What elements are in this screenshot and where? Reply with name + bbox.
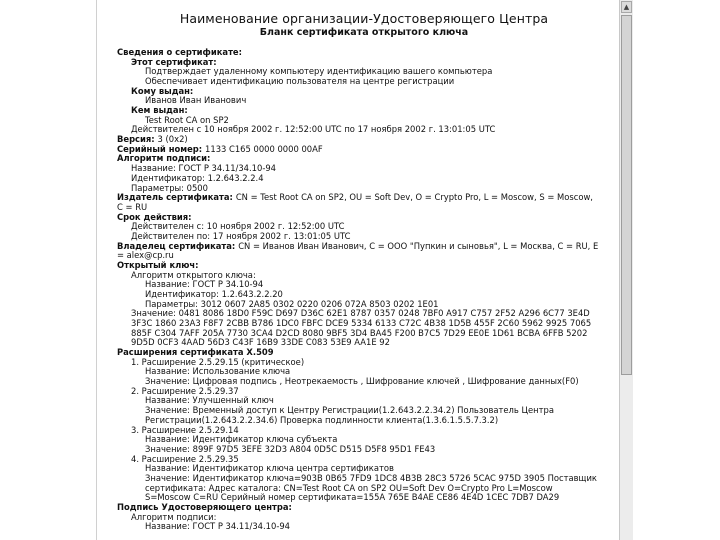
certificate-line [117, 192, 593, 202]
certificate-line [145, 395, 274, 405]
page-subtitle: Бланк сертификата открытого ключа [259, 27, 469, 38]
certificate-line [117, 250, 174, 260]
certificate-line [117, 47, 242, 57]
field-text: Название: ГОСТ Р 34.11/34.10-94 [145, 521, 290, 532]
certificate-line [131, 270, 256, 280]
field-label: Кем выдан: [131, 105, 188, 116]
field-value: CN = Test Root CA on SP2, OU = Soft Dev, O = Crypto Pro, L = Moscow, S = Moscow, [235, 192, 593, 203]
field-text: Значение: Идентификатор ключа=903B 0B65 7FD9 1DC8 4B3B 28C3 5726 5CAC 975D 3905 Поставщик [145, 472, 597, 483]
certificate-line [131, 337, 390, 347]
scroll-thumb[interactable] [621, 15, 632, 375]
field-text: Алгоритм открытого ключа: [131, 269, 256, 280]
certificate-page [111, 0, 617, 540]
field-text: Алгоритм подписи: [131, 511, 217, 522]
field-text: Действителен с: 10 ноября 2002 г. 12:52:00 UTC [131, 221, 345, 232]
field-value: 3 (0x2) [157, 134, 188, 145]
field-text: Идентификатор: 1.2.643.2.2.20 [145, 289, 283, 299]
field-label: Версия: [117, 134, 158, 145]
field-text: сертификата: Адрес каталога: CN=Test Root CA on SP2 OU=Soft Dev O=Crypto Pro L=Moscow [145, 482, 553, 493]
certificate-line [131, 357, 304, 367]
certificate-line [131, 173, 264, 183]
field-text: Параметры: 3012 0607 2A85 0302 0220 0206 072A 8503 0202 1E01 [145, 298, 439, 309]
field-text: Регистрации(1.2.643.2.2.34.6) Проверка подлинности клиента(1.3.6.1.5.5.7.3.2) [145, 414, 499, 425]
field-label: Владелец сертификата: [117, 240, 239, 251]
certificate-line [145, 473, 597, 483]
field-text: Название: Использование ключа [145, 366, 291, 377]
certificate-line [131, 512, 216, 522]
certificate-line [131, 163, 276, 173]
field-label: Открытый ключ: [117, 259, 199, 270]
certificate-line [117, 153, 210, 163]
certificate-line [131, 328, 587, 338]
document-viewer [96, 0, 633, 540]
field-text: Значение: Временный доступ к Центру Регистрации(1.2.643.2.2.34.2) Пользователь Центра [145, 405, 554, 416]
field-text: S=Moscow C=RU Серийный номер сертификата=155A 765E B4AE CE86 4E4D 1CEC 7DB7 DA29 [145, 492, 560, 503]
field-text: Название: ГОСТ Р 34.10-94 [145, 279, 264, 290]
field-text: Название: ГОСТ Р 34.11/34.10-94 [131, 163, 276, 174]
certificate-line [131, 231, 350, 241]
certificate-line [145, 521, 290, 531]
certificate-line [145, 415, 498, 425]
field-label: Подпись Удостоверяющего центра: [117, 501, 292, 512]
field-text: Значение: Цифровая подпись , Неотрекаемость , Шифрование ключей , Шифрование данных(F0) [145, 376, 579, 387]
field-value: CN = Иванов Иван Иванович, C = ООО "Пупкин и сыновья", L = Москва, C = RU, E [238, 240, 599, 251]
field-text: Идентификатор: 1.2.643.2.2.4 [131, 172, 264, 183]
field-value: 1133 C165 0000 0000 00AF [205, 143, 323, 154]
field-text: 1. Расширение 2.5.29.15 (критическое) [131, 356, 305, 367]
certificate-line [145, 492, 559, 502]
field-text: C = RU [117, 201, 148, 212]
certificate-line [145, 95, 246, 105]
certificate-line [117, 144, 323, 154]
certificate-line [131, 57, 217, 67]
certificate-line [131, 183, 208, 193]
field-text: Название: Идентификатор ключа центра сертификатов [145, 463, 394, 474]
field-label: Срок действия: [117, 211, 192, 222]
certificate-line [117, 347, 274, 357]
scroll-up-arrow-icon[interactable]: ▲ [621, 1, 632, 13]
certificate-line [145, 76, 454, 86]
certificate-line [117, 212, 192, 222]
field-text: 4. Расширение 2.5.29.35 [131, 453, 239, 464]
certificate-line [117, 134, 188, 144]
field-text: Обеспечивает идентификацию пользователя на центре регистрации [145, 76, 455, 87]
vertical-scrollbar[interactable] [619, 0, 633, 540]
field-text: Иванов Иван Иванович [145, 95, 247, 106]
field-label: Серийный номер: [117, 143, 206, 154]
certificate-line [117, 241, 598, 251]
certificate-line [145, 279, 263, 289]
certificate-line [145, 366, 290, 376]
field-label: Сведения о сертификате: [117, 47, 242, 57]
field-label: Алгоритм подписи: [117, 153, 211, 164]
certificate-line [131, 221, 344, 231]
certificate-line [131, 124, 495, 134]
field-text: 3. Расширение 2.5.29.14 [131, 424, 239, 435]
certificate-line [145, 115, 229, 125]
certificate-line [131, 386, 239, 396]
certificate-line [145, 289, 283, 299]
field-text: Значение: 899F 97D5 3EFE 32D3 A804 0D5C D515 D5F8 95D1 FE43 [145, 443, 436, 454]
certificate-line [145, 444, 435, 454]
certificate-line [145, 66, 492, 76]
certificate-line [131, 318, 591, 328]
certificate-line [131, 308, 590, 318]
certificate-line [131, 454, 239, 464]
certificate-line [117, 202, 147, 212]
field-text: Подтверждает удаленному компьютеру идентификацию вашего компьютера [145, 66, 493, 77]
certificate-line [117, 502, 292, 512]
certificate-line [145, 463, 394, 473]
field-label: Кому выдан: [131, 85, 194, 96]
field-text: 3F3C 1860 23A3 F8F7 2CBB B786 1DC0 FBFC DCE9 5334 6133 C72C 4B38 1D5B 455F 2C60 5962 9925 7065 [131, 318, 592, 329]
field-text: Название: Идентификатор ключа субъекта [145, 434, 338, 445]
certificate-line [131, 86, 193, 96]
field-text: Действителен по: 17 ноября 2002 г. 13:01:05 UTC [131, 230, 351, 241]
certificate-line [131, 105, 188, 115]
field-text: Test Root CA on SP2 [145, 114, 229, 125]
certificate-line [117, 260, 199, 270]
field-text: 2. Расширение 2.5.29.37 [131, 385, 239, 396]
field-label: Расширения сертификата X.509 [117, 347, 274, 358]
field-text: Действителен с 10 ноября 2002 г. 12:52:00 UTC по 17 ноября 2002 г. 13:01:05 UTC [131, 124, 496, 135]
field-text: 9D5D 0CF3 4AAD 56D3 C43F 16B9 33DE C083 53E9 AA1E 92 [131, 337, 390, 348]
field-text: 885F C304 7AFF 205A 7730 3CA4 D2CD 8080 9BF5 3D4 BA45 F200 B7C5 7D29 EE0E 1D61 BCBA 6FFB 5202 [131, 327, 588, 338]
field-label: Этот сертификат: [131, 56, 217, 67]
certificate-line [145, 434, 337, 444]
field-text: Параметры: 0500 [131, 182, 208, 193]
certificate-line [145, 376, 579, 386]
certificate-line [145, 483, 553, 493]
field-text: Значение: 0481 8086 18D0 F59C D697 D36C 62E1 8787 0357 0248 7BF0 A917 C757 2F52 A296 6C77 3E4D [131, 308, 590, 319]
field-label: Издатель сертификата: [117, 192, 236, 203]
certificate-line [131, 425, 239, 435]
field-text: Название: Улучшенный ключ [145, 395, 274, 406]
certificate-line [145, 299, 439, 309]
page-title: Наименование организации-Удостоверяющего Центра [179, 11, 549, 26]
field-text: = alex@cp.ru [117, 250, 174, 261]
certificate-line [145, 405, 554, 415]
